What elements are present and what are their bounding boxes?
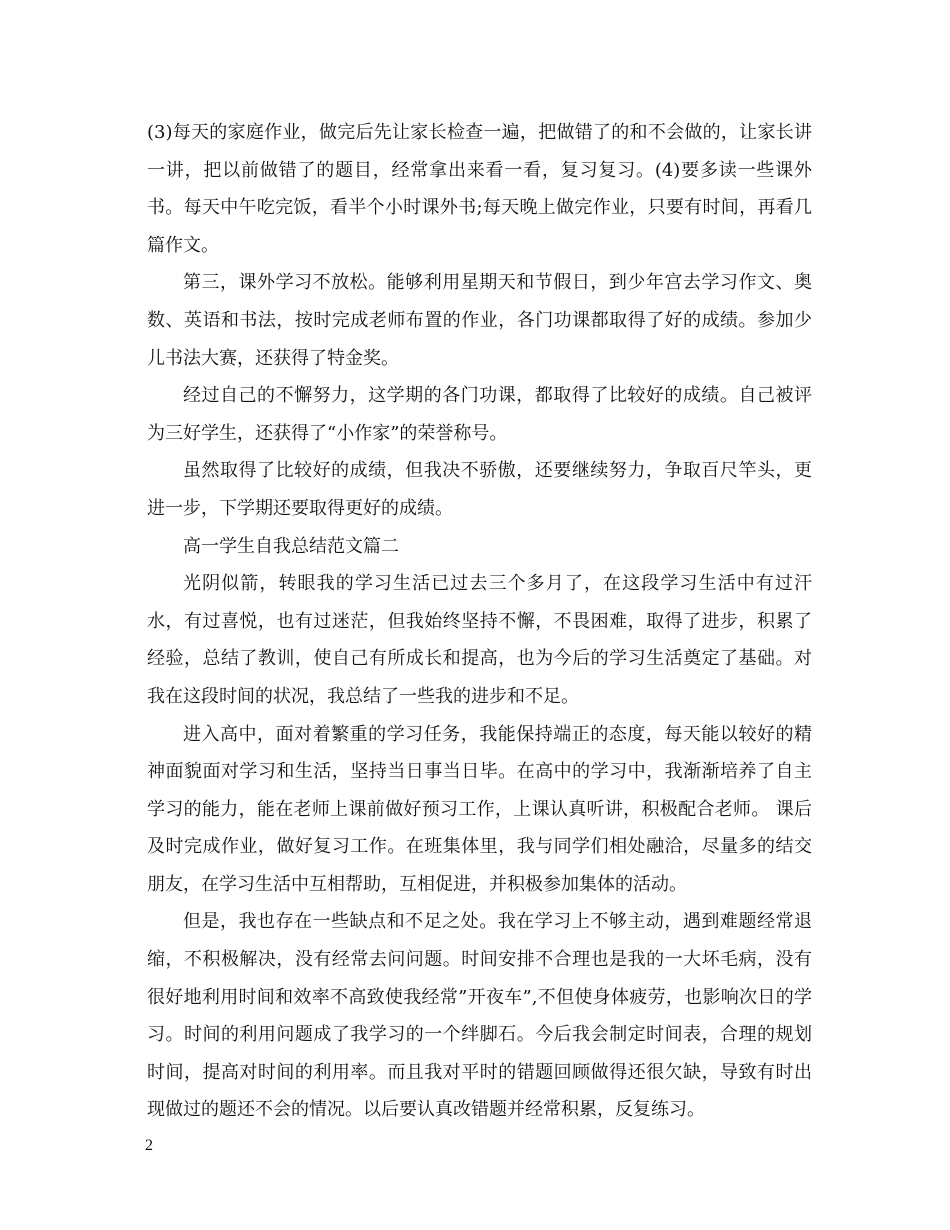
paragraph: 第三，课外学习不放松。能够利用星期天和节假日，到少年宫去学习作文、奥数、英语和书法，按时完成老师布置的作业，各门功课都取得了好的成绩。参加少儿书法大赛，还获得了特金奖。: [147, 272, 812, 369]
paragraph: 经过自己的不懈努力，这学期的各门功课，都取得了比较好的成绩。自己被评为三好学生，还获得了“小作家”的荣誉称号。: [147, 385, 812, 444]
paragraph: 虽然取得了比较好的成绩，但我决不骄傲，还要继续努力，争取百尺竿头，更进一步，下学期还要取得更好的成绩。: [147, 460, 812, 519]
document-body: [147, 114, 812, 1129]
paragraph: 但是，我也存在一些缺点和不足之处。我在学习上不够主动，遇到难题经常退缩，不积极解决，没有经常去问问题。时间安排不合理也是我的一大坏毛病，没有很好地利用时间和效率不高致使我经常”开夜车”,不但使身体疲劳，也影响次日的学习。时间的利用问题成了我学习的一个绊脚石。今后我会制定时间表，合理的规划时间，提高对时间的利用率。而且我对平时的错题回顾做得还很欠缺，导致有时出现做过的题还不会的情况。以后要认真改错题并经常积累，反复练习。: [147, 911, 812, 1121]
section-heading: 高一学生自我总结范文篇二: [183, 535, 399, 557]
paragraph: 进入高中，面对着繁重的学习任务，我能保持端正的态度，每天能以较好的精神面貌面对学习和生活，坚持当日事当日毕。在高中的学习中，我渐渐培养了自主学习的能力，能在老师上课前做好预习工作，上课认真听讲，积极配合老师。 课后及时完成作业，做好复习工作。在班集体里，我与同学们相处融洽，尽量多的结交朋友，在学习生活中互相帮助，互相促进，并积极参加集体的活动。: [147, 723, 812, 895]
page-number: 2: [145, 1137, 153, 1154]
paragraph: (3)每天的家庭作业，做完后先让家长检查一遍，把做错了的和不会做的，让家长讲一讲，把以前做错了的题目，经常拿出来看一看，复习复习。(4)要多读一些课外书。每天中午吃完饭，看半个小时课外书;每天晚上做完作业，只要有时间，再看几篇作文。: [147, 122, 812, 256]
paragraph: 光阴似箭，转眼我的学习生活已过去三个多月了，在这段学习生活中有过汗水，有过喜悦，也有过迷茫，但我始终坚持不懈，不畏困难，取得了进步，积累了经验，总结了教训，使自己有所成长和提高，也为今后的学习生活奠定了基础。对我在这段时间的状况，我总结了一些我的进步和不足。: [147, 573, 812, 707]
